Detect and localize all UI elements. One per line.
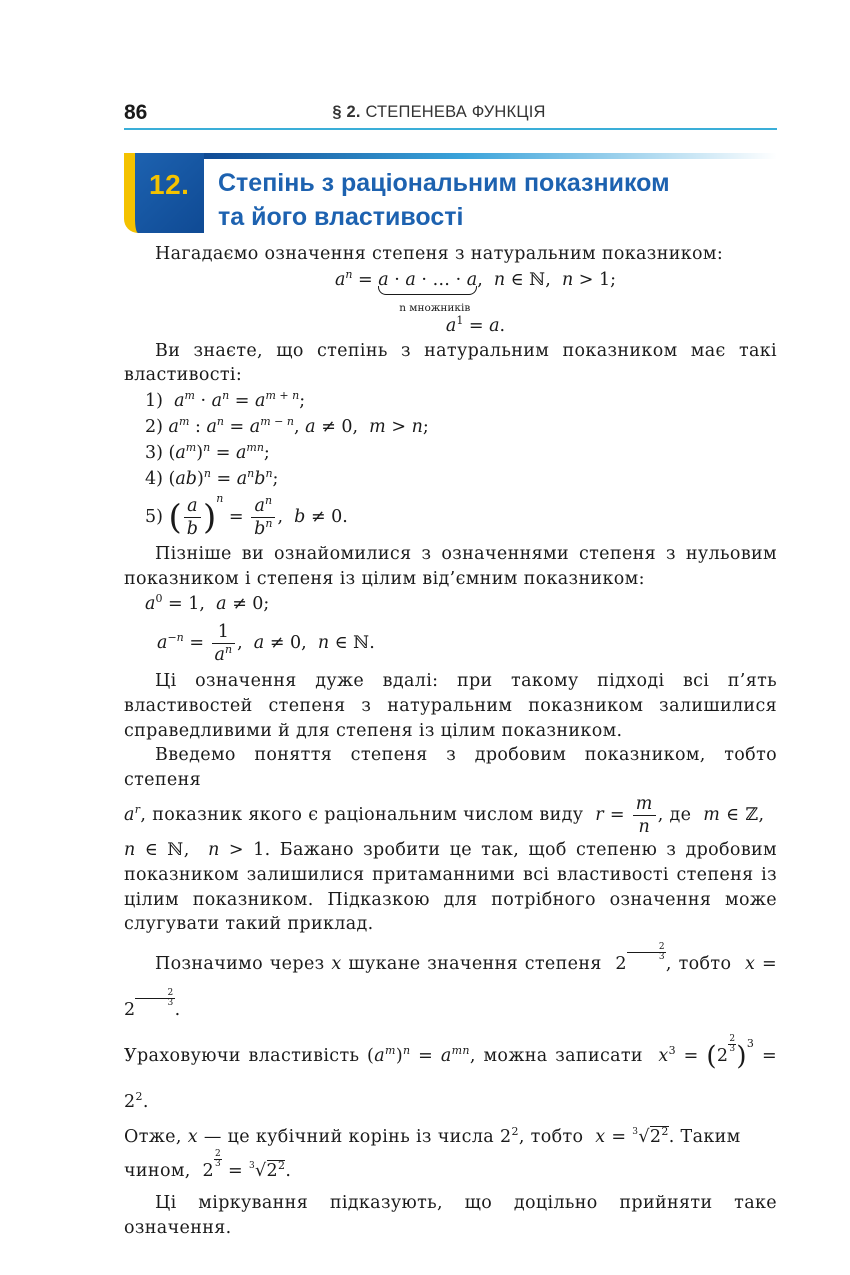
intro-paragraph: Нагадаємо означення степеня з натуральним показником: <box>155 244 724 264</box>
introduce-paragraph-2: $a^r$, показник якого є раціональним числом виду r = $\frac{m}{n}$ , де m ∈ ℤ, <box>124 794 765 838</box>
section-number: 12. <box>149 169 190 200</box>
later-paragraph: Пізніше ви ознайомилися з означеннями степеня з нульовим показником і степеня із цілим від’ємним показником: <box>124 544 777 589</box>
good-definitions-paragraph: Ці означення дуже вдалі: при такому підході всі п’ять властивостей степеня з натуральним показником залишилися справедливими й для степеня із цілим показником. <box>124 671 777 741</box>
formula-natural-power: $a^n = a \cdot a$ · … · a n множників , n ∈ ℕ, n > 1; <box>334 267 617 314</box>
property-2: 2) $a^m$ : $a^n = a^{m - n}$, a ≠ 0, m > n; <box>145 414 429 437</box>
property-1: 1) $a^m \cdot a^n = a^{m + n}$; <box>145 388 306 411</box>
header-rule <box>124 128 777 130</box>
section-title <box>218 166 778 234</box>
section-name: СТЕПЕНЕВА ФУНКЦІЯ <box>365 103 546 121</box>
properties-intro: Ви знаєте, що степінь з натуральним показником має такі властивості: <box>124 340 777 386</box>
page-body <box>124 242 777 1240</box>
thus-paragraph: чином, 2 $\frac{2}{3}$ = $^3√2^2$. <box>124 1148 292 1181</box>
cube-root-paragraph: Отже, x — це кубічний корінь із числа $2^2$, тобто $x = ^3√2^2$. Таким <box>124 1125 741 1148</box>
negative-power-definition: $a^{-n}$ = $\frac{1}{a^n}$ , a ≠ 0, n ∈ ℕ. <box>157 622 375 666</box>
final-paragraph: Ці міркування підказують, що доцільно прийняти таке означення. <box>124 1192 777 1238</box>
formula-a-power-one: $a^1 = a$. <box>445 313 506 336</box>
property-4: 4) $(ab)^n = a^nb^n$; <box>145 466 279 489</box>
introduce-paragraph-3: n ∈ ℕ, n > 1. Бажано зробити це так, щоб степеню з дробовим показником залишилися притаманними всі властивості степеня із цілим показником. Підказкою для потрібного означення може слугувати такий приклад. <box>124 840 777 935</box>
section-title-line-1: Степінь з раціональним показником <box>218 169 670 197</box>
property-5: 5) ( $\frac{a}{b}$ )$^n$ = $\frac{a^n}{b^n}$ , b ≠ 0. <box>145 491 348 539</box>
section-marker: § 2. <box>332 103 361 121</box>
given-property-paragraph: Ураховуючи властивість $(a^m)^n = a^{mn}$, можна записати $x^3 = (2$ $\frac{2}{3}$ )$^3 = 2^2$. <box>124 1033 777 1113</box>
page-number: 86 <box>124 101 148 124</box>
zero-power-definition: $a^0 = 1$, a ≠ 0; <box>145 592 270 615</box>
denote-paragraph: Позначимо через x шукане значення степеня 2 $\frac{2}{3}$ , тобто x = 2 $\frac{2}{3}$ . <box>124 941 777 1020</box>
running-header <box>0 103 850 122</box>
introduce-paragraph: Введемо поняття степеня з дробовим показником, тобто степеня <box>124 745 777 790</box>
section-title-line-2: та його властивості <box>218 203 464 231</box>
section-band <box>204 153 777 159</box>
property-3: 3) $(a^m)^n = a^{mn}$; <box>145 440 270 463</box>
product-brace: a · a · … · a n множників <box>378 269 478 314</box>
